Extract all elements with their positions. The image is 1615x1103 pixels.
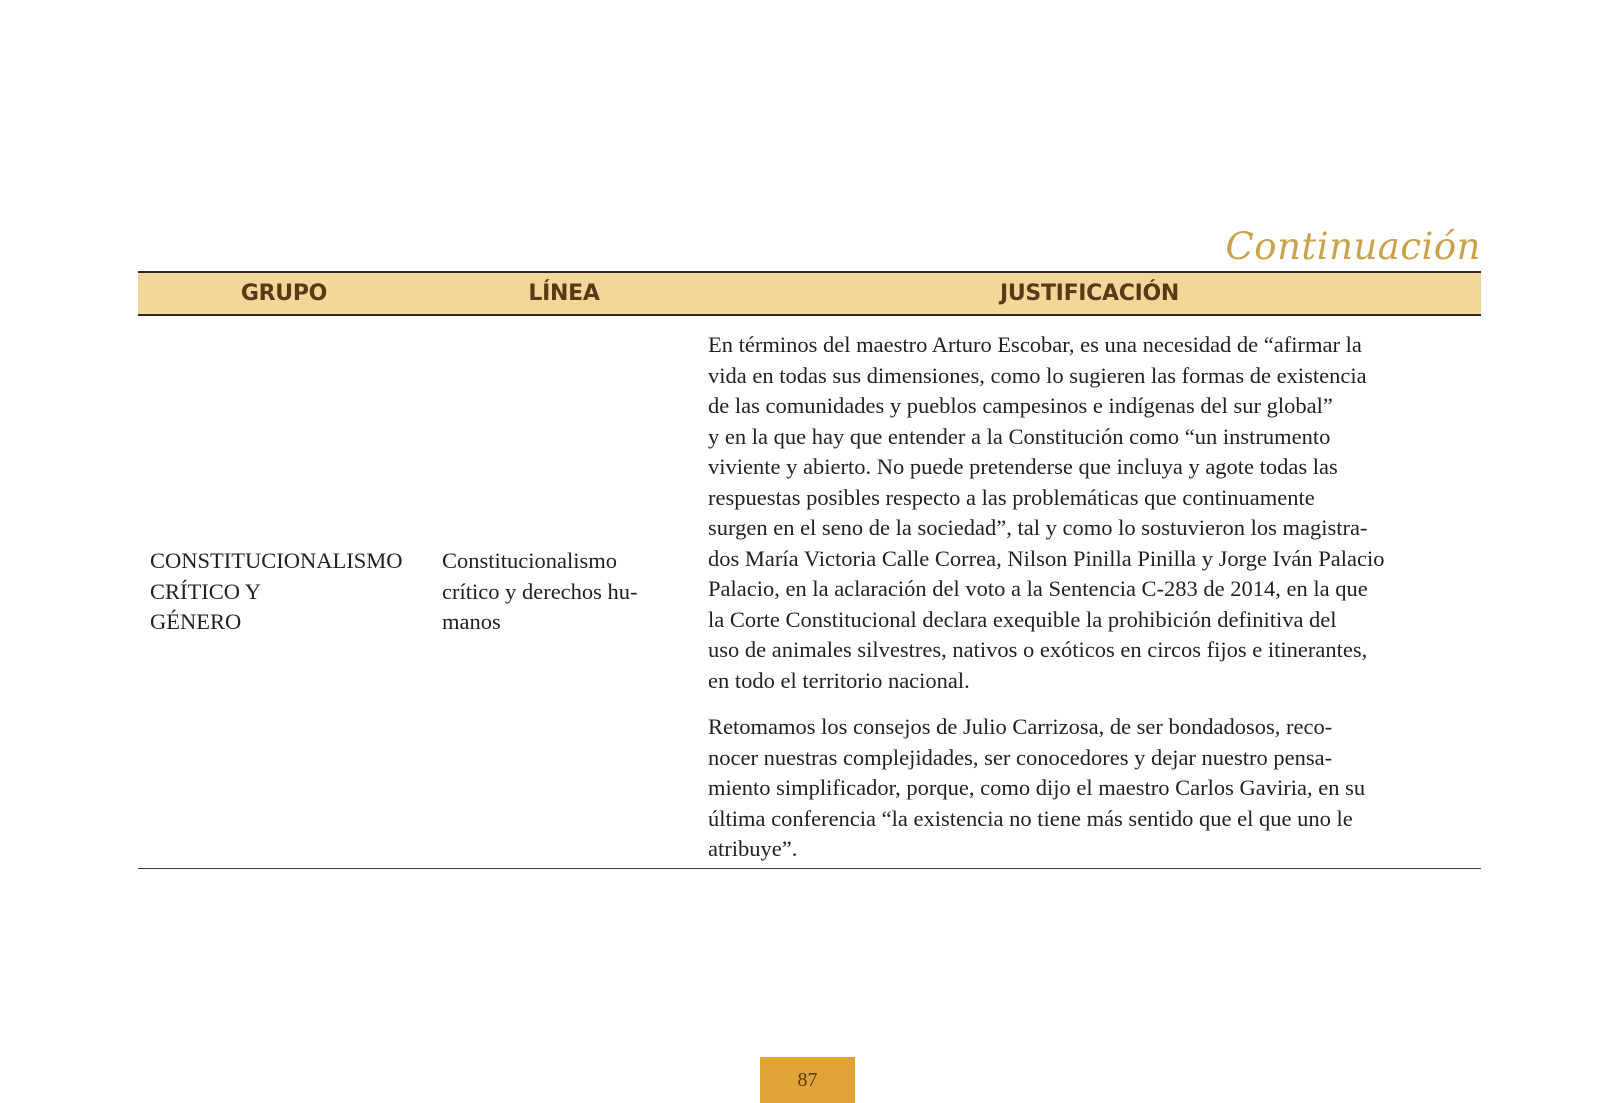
paragraph-line: Palacio, en la aclaración del voto a la Sentencia C-283 de 2014, en la que: [708, 576, 1368, 601]
paragraph-line: y en la que hay que entender a la Constitución como “un instrumento: [708, 423, 1331, 449]
page-number: 87: [760, 1057, 855, 1103]
grupo-line: CONSTITUCIONALISMO: [150, 548, 403, 573]
linea-line: Constitucionalismo: [442, 548, 618, 573]
table-row: [138, 316, 1481, 868]
paragraph-line: en todo el territorio nacional.: [708, 667, 970, 693]
paragraph-line: miento simplificador, porque, como dijo el maestro Carlos Gaviria, en su: [708, 775, 1366, 800]
paragraph-line: atribuye”.: [708, 836, 798, 861]
linea-text: [442, 546, 638, 638]
linea-line: manos: [442, 609, 501, 634]
cell-justificacion: [698, 316, 1481, 868]
column-header-linea: LÍNEA: [528, 281, 600, 306]
paragraph-line: uso de animales silvestres, nativos o exóticos en circos fijos e itinerantes,: [708, 637, 1368, 662]
table-header: [138, 271, 1481, 316]
paragraph-line: la Corte Constitucional declara exequible la prohibición definitiva del: [708, 606, 1337, 632]
justificacion-paragraph-1: [708, 330, 1481, 696]
continuation-label: Continuación: [1225, 225, 1481, 268]
justificacion-paragraph-2: [708, 712, 1481, 865]
paragraph-line: vida en todas sus dimensiones, como lo sugieren las formas de existencia: [708, 362, 1367, 388]
linea-line: crítico y derechos hu-: [442, 578, 638, 604]
research-lines-table: [138, 271, 1481, 869]
paragraph-line: surgen en el seno de la sociedad”, tal y como lo sostuvieron los magistra-: [708, 515, 1368, 540]
cell-linea: [430, 316, 698, 868]
grupo-line: GÉNERO: [150, 609, 242, 634]
grupo-line: CRÍTICO Y: [150, 578, 262, 604]
paragraph-line: En términos del maestro Arturo Escobar, es una necesidad de “afirmar la: [708, 332, 1362, 357]
grupo-text: [150, 546, 403, 638]
paragraph-line: respuestas posibles respecto a las problemáticas que continuamente: [708, 484, 1315, 510]
paragraph-line: de las comunidades y pueblos campesinos e indígenas del sur global”: [708, 393, 1333, 418]
paragraph-line: viviente y abierto. No puede pretenderse que incluya y agote todas las: [708, 454, 1338, 479]
column-header-grupo: GRUPO: [240, 281, 328, 306]
paragraph-line: última conferencia “la existencia no tiene más sentido que el que uno le: [708, 805, 1353, 831]
paragraph-line: Retomamos los consejos de Julio Carrizosa, de ser bondadosos, reco-: [708, 714, 1333, 739]
paragraph-line: dos María Victoria Calle Correa, Nilson Pinilla Pinilla y Jorge Iván Palacio: [708, 545, 1385, 571]
cell-grupo: [138, 316, 430, 868]
column-header-justificacion: JUSTIFICACIÓN: [999, 281, 1180, 306]
paragraph-line: nocer nuestras complejidades, ser conocedores y dejar nuestro pensa-: [708, 744, 1333, 770]
